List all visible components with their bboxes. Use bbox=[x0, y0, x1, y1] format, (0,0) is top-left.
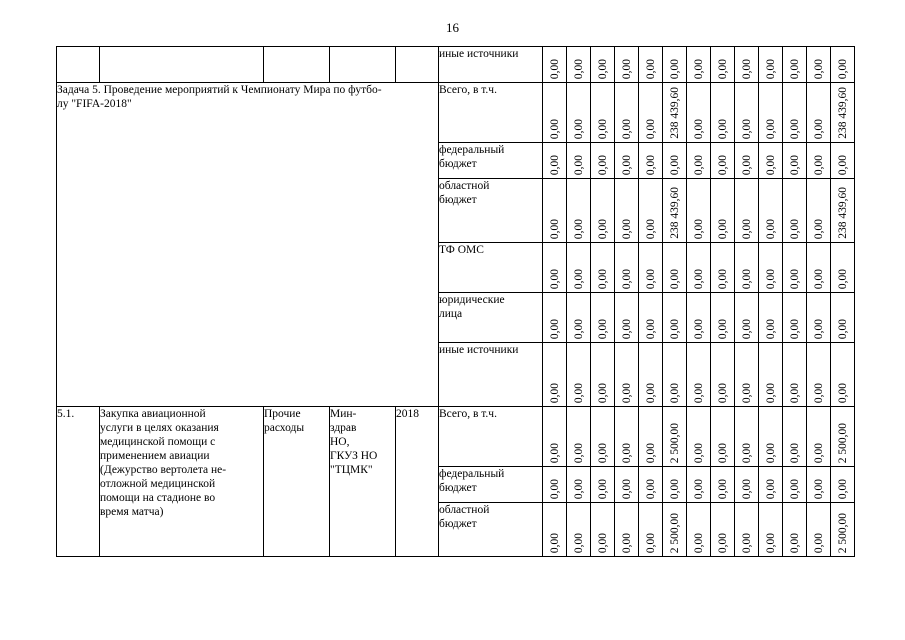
value-cell bbox=[831, 243, 855, 293]
value-cell bbox=[591, 179, 615, 243]
funding-source: иные источники bbox=[439, 343, 543, 407]
amount-value: 0,00 bbox=[740, 118, 753, 139]
amount-value: 0,00 bbox=[620, 218, 633, 239]
value-cell bbox=[567, 503, 591, 557]
value-cell bbox=[711, 343, 735, 407]
amount-value: 0,00 bbox=[812, 154, 825, 175]
value-cell bbox=[735, 179, 759, 243]
amount-value: 0,00 bbox=[548, 118, 561, 139]
value-cell bbox=[711, 503, 735, 557]
value-cell bbox=[615, 243, 639, 293]
value-cell bbox=[783, 47, 807, 83]
value-cell bbox=[567, 83, 591, 143]
value-cell bbox=[615, 343, 639, 407]
value-cell bbox=[591, 143, 615, 179]
amount-value: 0,00 bbox=[716, 268, 729, 289]
value-cell bbox=[687, 243, 711, 293]
amount-value: 0,00 bbox=[644, 58, 657, 79]
amount-value: 0,00 bbox=[764, 154, 777, 175]
amount-value: 0,00 bbox=[692, 118, 705, 139]
value-cell bbox=[759, 47, 783, 83]
value-cell bbox=[687, 503, 711, 557]
amount-value: 0,00 bbox=[644, 268, 657, 289]
value-cell bbox=[567, 467, 591, 503]
value-cell bbox=[663, 83, 687, 143]
value-cell bbox=[711, 293, 735, 343]
amount-value: 0,00 bbox=[668, 268, 681, 289]
value-cell bbox=[591, 343, 615, 407]
amount-value: 0,00 bbox=[716, 58, 729, 79]
value-cell bbox=[783, 503, 807, 557]
amount-value: 0,00 bbox=[788, 268, 801, 289]
value-cell bbox=[759, 143, 783, 179]
amount-value: 0,00 bbox=[572, 218, 585, 239]
amount-value: 0,00 bbox=[572, 532, 585, 553]
amount-value: 238 439,60 bbox=[668, 187, 681, 239]
item-number: 5.1. bbox=[57, 407, 100, 557]
value-cell bbox=[639, 343, 663, 407]
value-cell bbox=[687, 143, 711, 179]
value-cell bbox=[759, 293, 783, 343]
value-cell bbox=[591, 243, 615, 293]
amount-value: 0,00 bbox=[668, 478, 681, 499]
amount-value: 0,00 bbox=[548, 442, 561, 463]
value-cell bbox=[783, 243, 807, 293]
value-cell bbox=[735, 467, 759, 503]
amount-value: 0,00 bbox=[836, 154, 849, 175]
amount-value: 0,00 bbox=[716, 382, 729, 403]
funding-source: юридические лица bbox=[439, 293, 543, 343]
value-cell bbox=[735, 407, 759, 467]
amount-value: 0,00 bbox=[644, 442, 657, 463]
amount-value: 0,00 bbox=[596, 318, 609, 339]
amount-value: 0,00 bbox=[788, 154, 801, 175]
amount-value: 0,00 bbox=[740, 268, 753, 289]
funding-source: Всего, в т.ч. bbox=[439, 83, 543, 143]
amount-value: 0,00 bbox=[764, 382, 777, 403]
value-cell bbox=[543, 293, 567, 343]
amount-value: 0,00 bbox=[788, 478, 801, 499]
amount-value: 0,00 bbox=[596, 118, 609, 139]
value-cell bbox=[591, 407, 615, 467]
amount-value: 0,00 bbox=[764, 442, 777, 463]
value-cell bbox=[663, 143, 687, 179]
value-cell bbox=[759, 503, 783, 557]
value-cell bbox=[639, 143, 663, 179]
amount-value: 0,00 bbox=[764, 532, 777, 553]
value-cell bbox=[831, 343, 855, 407]
amount-value: 0,00 bbox=[620, 478, 633, 499]
value-cell bbox=[567, 343, 591, 407]
table-row bbox=[57, 407, 855, 467]
value-cell bbox=[831, 47, 855, 83]
value-cell bbox=[783, 293, 807, 343]
value-cell bbox=[831, 83, 855, 143]
value-cell bbox=[663, 503, 687, 557]
amount-value: 0,00 bbox=[548, 478, 561, 499]
value-cell bbox=[711, 83, 735, 143]
value-cell bbox=[711, 243, 735, 293]
amount-value: 2 500,00 bbox=[668, 512, 681, 553]
value-cell bbox=[807, 503, 831, 557]
amount-value: 0,00 bbox=[836, 478, 849, 499]
value-cell bbox=[735, 243, 759, 293]
value-cell bbox=[759, 243, 783, 293]
value-cell bbox=[759, 467, 783, 503]
empty-cell bbox=[396, 47, 439, 83]
value-cell bbox=[543, 467, 567, 503]
funding-source: Всего, в т.ч. bbox=[439, 407, 543, 467]
value-cell bbox=[567, 407, 591, 467]
amount-value: 0,00 bbox=[788, 118, 801, 139]
value-cell bbox=[687, 293, 711, 343]
amount-value: 0,00 bbox=[740, 58, 753, 79]
amount-value: 0,00 bbox=[572, 478, 585, 499]
amount-value: 0,00 bbox=[740, 218, 753, 239]
value-cell bbox=[591, 467, 615, 503]
amount-value: 0,00 bbox=[692, 318, 705, 339]
amount-value: 0,00 bbox=[812, 532, 825, 553]
amount-value: 0,00 bbox=[548, 382, 561, 403]
empty-cell bbox=[264, 47, 330, 83]
amount-value: 0,00 bbox=[572, 268, 585, 289]
amount-value: 0,00 bbox=[644, 218, 657, 239]
value-cell bbox=[759, 407, 783, 467]
value-cell bbox=[783, 179, 807, 243]
value-cell bbox=[735, 83, 759, 143]
value-cell bbox=[615, 143, 639, 179]
amount-value: 0,00 bbox=[596, 58, 609, 79]
amount-value: 0,00 bbox=[812, 268, 825, 289]
value-cell bbox=[711, 407, 735, 467]
amount-value: 0,00 bbox=[572, 442, 585, 463]
value-cell bbox=[639, 243, 663, 293]
amount-value: 0,00 bbox=[620, 118, 633, 139]
funding-source: областной бюджет bbox=[439, 179, 543, 243]
value-cell bbox=[543, 243, 567, 293]
amount-value: 0,00 bbox=[548, 154, 561, 175]
value-cell bbox=[615, 293, 639, 343]
page-number: 16 bbox=[446, 20, 459, 35]
funding-source: иные источники bbox=[439, 47, 543, 83]
value-cell bbox=[711, 467, 735, 503]
funding-source: федеральный бюджет bbox=[439, 143, 543, 179]
value-cell bbox=[639, 293, 663, 343]
amount-value: 0,00 bbox=[692, 382, 705, 403]
amount-value: 0,00 bbox=[596, 382, 609, 403]
amount-value: 0,00 bbox=[812, 218, 825, 239]
value-cell bbox=[543, 407, 567, 467]
value-cell bbox=[687, 343, 711, 407]
value-cell bbox=[543, 47, 567, 83]
value-cell bbox=[783, 83, 807, 143]
amount-value: 0,00 bbox=[812, 318, 825, 339]
amount-value: 0,00 bbox=[692, 532, 705, 553]
amount-value: 0,00 bbox=[548, 532, 561, 553]
amount-value: 0,00 bbox=[812, 58, 825, 79]
amount-value: 0,00 bbox=[788, 218, 801, 239]
amount-value: 0,00 bbox=[620, 318, 633, 339]
value-cell bbox=[591, 47, 615, 83]
value-cell bbox=[567, 243, 591, 293]
financing-table bbox=[56, 46, 855, 557]
amount-value: 0,00 bbox=[596, 268, 609, 289]
value-cell bbox=[687, 83, 711, 143]
value-cell bbox=[735, 143, 759, 179]
amount-value: 0,00 bbox=[740, 442, 753, 463]
funding-source: федеральный бюджет bbox=[439, 467, 543, 503]
amount-value: 0,00 bbox=[548, 58, 561, 79]
funding-source: областной бюджет bbox=[439, 503, 543, 557]
value-cell bbox=[807, 47, 831, 83]
value-cell bbox=[615, 407, 639, 467]
amount-value: 0,00 bbox=[788, 382, 801, 403]
value-cell bbox=[807, 467, 831, 503]
value-cell bbox=[735, 47, 759, 83]
value-cell bbox=[615, 47, 639, 83]
value-cell bbox=[639, 503, 663, 557]
amount-value: 0,00 bbox=[644, 382, 657, 403]
value-cell bbox=[591, 83, 615, 143]
value-cell bbox=[639, 407, 663, 467]
value-cell bbox=[615, 503, 639, 557]
task-title: Задача 5. Проведение мероприятий к Чемпионату Мира по футбо- лу "FIFA-2018" bbox=[57, 83, 439, 407]
value-cell bbox=[759, 343, 783, 407]
amount-value: 0,00 bbox=[692, 268, 705, 289]
value-cell bbox=[831, 407, 855, 467]
value-cell bbox=[591, 503, 615, 557]
amount-value: 0,00 bbox=[596, 218, 609, 239]
item-name: Закупка авиационной услуги в целях оказания медицинской помощи с применением авиации (Дежурство вертолета не- отложной медицинской помощи на стадионе во время матча) bbox=[100, 407, 264, 557]
amount-value: 0,00 bbox=[836, 318, 849, 339]
amount-value: 0,00 bbox=[620, 154, 633, 175]
value-cell bbox=[831, 293, 855, 343]
amount-value: 2 500,00 bbox=[836, 512, 849, 553]
executor: Мин- здрав НО, ГКУЗ НО "ТЦМК" bbox=[330, 407, 396, 557]
amount-value: 0,00 bbox=[572, 318, 585, 339]
value-cell bbox=[759, 179, 783, 243]
amount-value: 0,00 bbox=[836, 268, 849, 289]
amount-value: 0,00 bbox=[620, 58, 633, 79]
value-cell bbox=[783, 407, 807, 467]
amount-value: 0,00 bbox=[620, 382, 633, 403]
amount-value: 0,00 bbox=[836, 382, 849, 403]
expense-type: Прочие расходы bbox=[264, 407, 330, 557]
amount-value: 0,00 bbox=[644, 118, 657, 139]
amount-value: 0,00 bbox=[668, 382, 681, 403]
amount-value: 0,00 bbox=[764, 268, 777, 289]
amount-value: 0,00 bbox=[596, 478, 609, 499]
value-cell bbox=[663, 343, 687, 407]
amount-value: 0,00 bbox=[620, 268, 633, 289]
value-cell bbox=[735, 343, 759, 407]
amount-value: 0,00 bbox=[716, 442, 729, 463]
amount-value: 2 500,00 bbox=[836, 422, 849, 463]
amount-value: 0,00 bbox=[716, 318, 729, 339]
amount-value: 238 439,60 bbox=[668, 87, 681, 139]
value-cell bbox=[543, 143, 567, 179]
value-cell bbox=[687, 467, 711, 503]
amount-value: 0,00 bbox=[596, 442, 609, 463]
amount-value: 0,00 bbox=[644, 532, 657, 553]
amount-value: 0,00 bbox=[644, 478, 657, 499]
amount-value: 0,00 bbox=[788, 532, 801, 553]
value-cell bbox=[639, 47, 663, 83]
value-cell bbox=[783, 467, 807, 503]
table-row bbox=[57, 47, 855, 83]
value-cell bbox=[831, 179, 855, 243]
amount-value: 0,00 bbox=[764, 478, 777, 499]
value-cell bbox=[591, 293, 615, 343]
amount-value: 0,00 bbox=[596, 154, 609, 175]
amount-value: 0,00 bbox=[788, 318, 801, 339]
value-cell bbox=[567, 143, 591, 179]
empty-cell bbox=[57, 47, 100, 83]
amount-value: 0,00 bbox=[644, 154, 657, 175]
amount-value: 0,00 bbox=[548, 268, 561, 289]
amount-value: 0,00 bbox=[788, 442, 801, 463]
value-cell bbox=[831, 503, 855, 557]
amount-value: 0,00 bbox=[692, 154, 705, 175]
amount-value: 0,00 bbox=[764, 118, 777, 139]
amount-value: 0,00 bbox=[812, 382, 825, 403]
amount-value: 0,00 bbox=[740, 318, 753, 339]
value-cell bbox=[615, 467, 639, 503]
amount-value: 0,00 bbox=[764, 218, 777, 239]
value-cell bbox=[831, 467, 855, 503]
amount-value: 0,00 bbox=[764, 318, 777, 339]
value-cell bbox=[711, 143, 735, 179]
amount-value: 0,00 bbox=[716, 478, 729, 499]
value-cell bbox=[807, 293, 831, 343]
amount-value: 0,00 bbox=[692, 58, 705, 79]
value-cell bbox=[543, 343, 567, 407]
value-cell bbox=[807, 143, 831, 179]
amount-value: 0,00 bbox=[572, 382, 585, 403]
value-cell bbox=[663, 407, 687, 467]
value-cell bbox=[663, 243, 687, 293]
value-cell bbox=[759, 83, 783, 143]
amount-value: 0,00 bbox=[716, 532, 729, 553]
amount-value: 0,00 bbox=[716, 218, 729, 239]
amount-value: 0,00 bbox=[572, 154, 585, 175]
value-cell bbox=[807, 407, 831, 467]
amount-value: 0,00 bbox=[668, 154, 681, 175]
value-cell bbox=[615, 83, 639, 143]
amount-value: 0,00 bbox=[836, 58, 849, 79]
value-cell bbox=[807, 343, 831, 407]
year: 2018 bbox=[396, 407, 439, 557]
amount-value: 0,00 bbox=[692, 218, 705, 239]
amount-value: 0,00 bbox=[716, 154, 729, 175]
table-row bbox=[57, 83, 855, 143]
value-cell bbox=[615, 179, 639, 243]
value-cell bbox=[831, 143, 855, 179]
value-cell bbox=[663, 293, 687, 343]
value-cell bbox=[711, 47, 735, 83]
value-cell bbox=[543, 503, 567, 557]
amount-value: 0,00 bbox=[620, 532, 633, 553]
amount-value: 0,00 bbox=[740, 382, 753, 403]
amount-value: 238 439,60 bbox=[836, 87, 849, 139]
amount-value: 0,00 bbox=[788, 58, 801, 79]
amount-value: 0,00 bbox=[812, 442, 825, 463]
empty-cell bbox=[100, 47, 264, 83]
value-cell bbox=[663, 179, 687, 243]
value-cell bbox=[687, 47, 711, 83]
empty-cell bbox=[330, 47, 396, 83]
amount-value: 2 500,00 bbox=[668, 422, 681, 463]
amount-value: 0,00 bbox=[692, 442, 705, 463]
amount-value: 0,00 bbox=[548, 318, 561, 339]
amount-value: 0,00 bbox=[596, 532, 609, 553]
amount-value: 0,00 bbox=[548, 218, 561, 239]
value-cell bbox=[807, 243, 831, 293]
value-cell bbox=[687, 407, 711, 467]
amount-value: 0,00 bbox=[740, 154, 753, 175]
amount-value: 0,00 bbox=[692, 478, 705, 499]
amount-value: 0,00 bbox=[572, 58, 585, 79]
value-cell bbox=[687, 179, 711, 243]
amount-value: 0,00 bbox=[812, 118, 825, 139]
value-cell bbox=[639, 467, 663, 503]
amount-value: 0,00 bbox=[572, 118, 585, 139]
amount-value: 0,00 bbox=[740, 532, 753, 553]
value-cell bbox=[663, 47, 687, 83]
amount-value: 0,00 bbox=[764, 58, 777, 79]
value-cell bbox=[543, 83, 567, 143]
amount-value: 0,00 bbox=[668, 58, 681, 79]
value-cell bbox=[783, 343, 807, 407]
funding-source: ТФ ОМС bbox=[439, 243, 543, 293]
value-cell bbox=[735, 503, 759, 557]
value-cell bbox=[663, 467, 687, 503]
value-cell bbox=[807, 179, 831, 243]
value-cell bbox=[735, 293, 759, 343]
value-cell bbox=[639, 83, 663, 143]
value-cell bbox=[639, 179, 663, 243]
value-cell bbox=[543, 179, 567, 243]
value-cell bbox=[567, 47, 591, 83]
amount-value: 0,00 bbox=[668, 318, 681, 339]
value-cell bbox=[783, 143, 807, 179]
amount-value: 0,00 bbox=[716, 118, 729, 139]
value-cell bbox=[567, 293, 591, 343]
value-cell bbox=[711, 179, 735, 243]
value-cell bbox=[567, 179, 591, 243]
amount-value: 0,00 bbox=[740, 478, 753, 499]
amount-value: 0,00 bbox=[812, 478, 825, 499]
amount-value: 238 439,60 bbox=[836, 187, 849, 239]
amount-value: 0,00 bbox=[620, 442, 633, 463]
amount-value: 0,00 bbox=[644, 318, 657, 339]
value-cell bbox=[807, 83, 831, 143]
